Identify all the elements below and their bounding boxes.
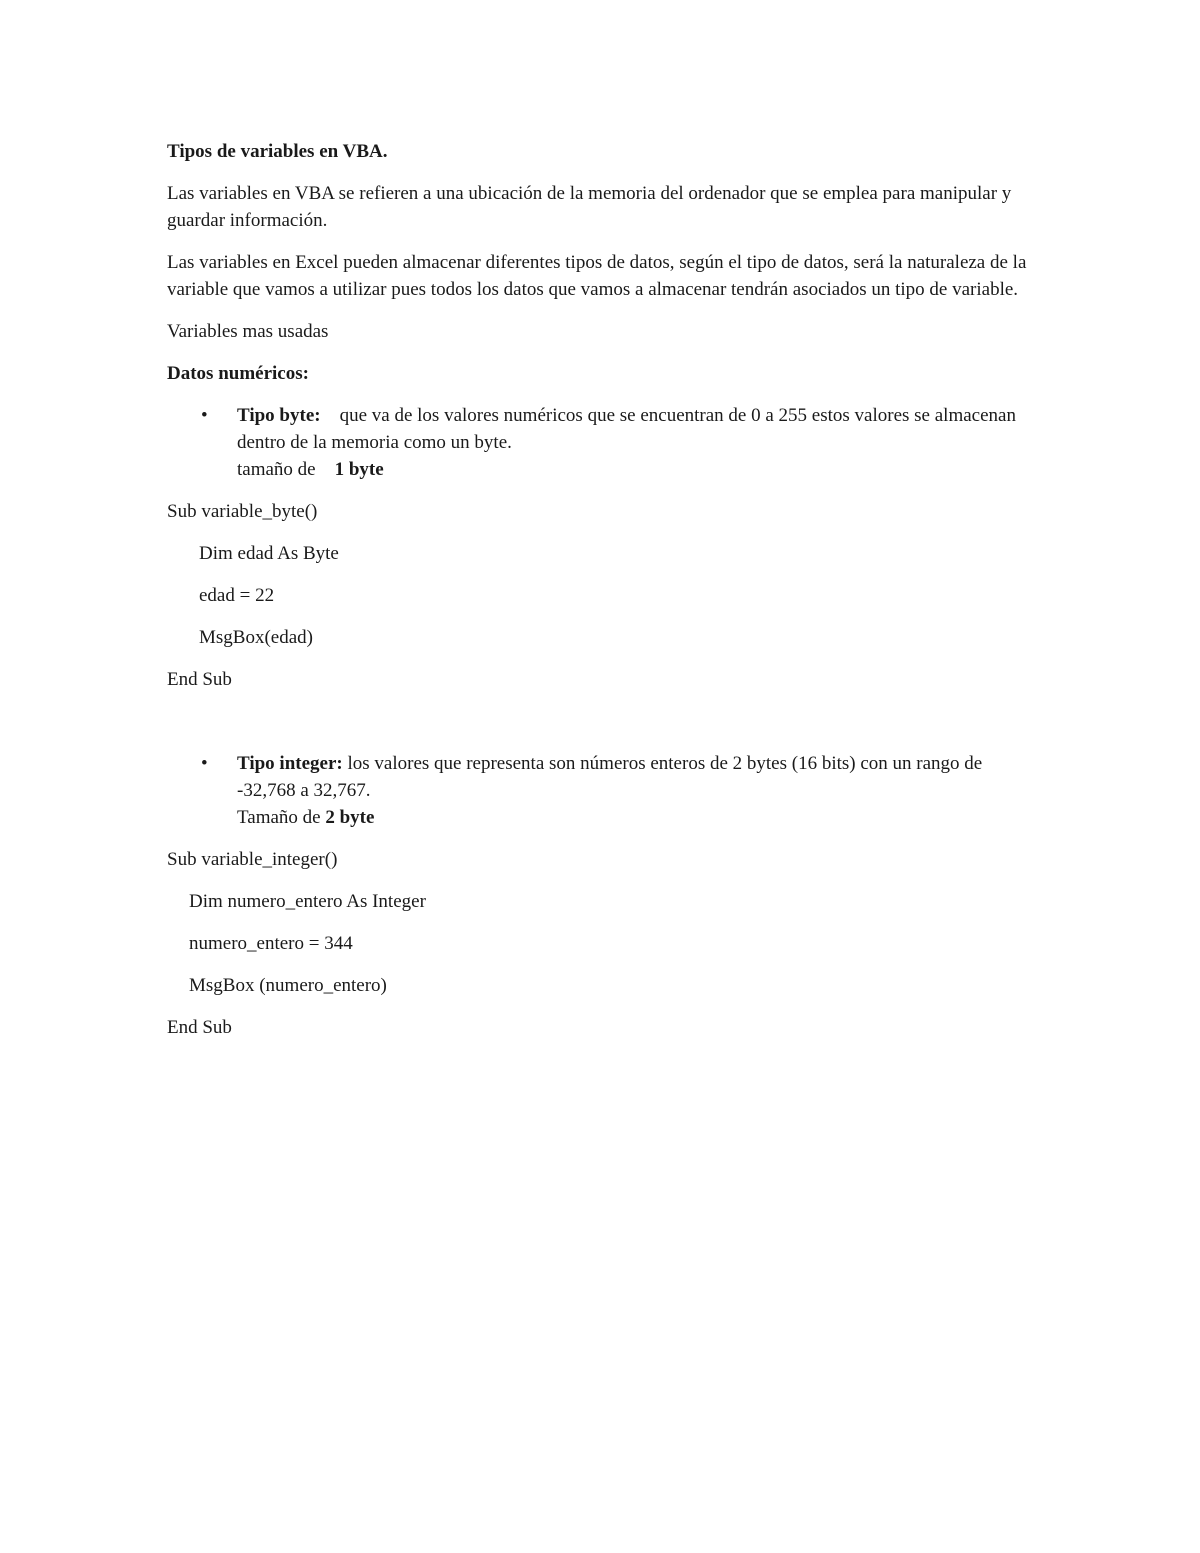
code-end-byte: End Sub [167,669,232,690]
code-dim-integer: Dim numero_entero As Integer [189,891,426,912]
code-msgbox-byte: MsgBox(edad) [199,627,313,648]
bullet-icon: • [201,753,208,774]
code-sub-integer: Sub variable_integer() [167,849,338,870]
code-assign-integer: numero_entero = 344 [189,933,353,954]
integer-type-label: Tipo integer: [237,753,343,774]
code-end-integer: End Sub [167,1017,232,1038]
integer-size-value: 2 byte [325,807,375,828]
byte-type-label: Tipo byte: [237,405,321,426]
section-spacer [167,708,1037,750]
intro-paragraph-2: Las variables en Excel pueden almacenar diferentes tipos de datos, según el tipo de datos, será la naturaleza de la variable que vamos a utilizar pues todos los datos que vamos a almacenar tendrán asociados un tipo de variable. [167,252,1027,300]
integer-type-description: los valores que representa son números enteros de 2 bytes (16 bits) con un rango de -32,768 a 32,767. [237,753,983,801]
byte-size-prefix: tamaño de [237,459,316,480]
intro-paragraph-1: Las variables en VBA se refieren a una ubicación de la memoria del ordenador que se emplea para manipular y guardar información. [167,183,1012,231]
bullet-icon: • [201,405,208,426]
integer-bullet-list [167,750,1037,831]
code-sub-byte: Sub variable_byte() [167,501,318,522]
integer-bullet-item [167,750,1037,831]
code-assign-byte: edad = 22 [199,585,275,606]
most-used-heading: Variables mas usadas [167,321,329,342]
byte-bullet-item [167,402,1037,483]
code-msgbox-integer: MsgBox (numero_entero) [189,975,387,996]
byte-type-description: que va de los valores numéricos que se encuentran de 0 a 255 estos valores se almacenan dentro de la memoria como un byte. [237,405,1016,453]
integer-size-prefix: Tamaño de [237,807,321,828]
document-page [167,138,1037,1056]
numeric-data-heading: Datos numéricos: [167,363,309,384]
byte-bullet-list [167,402,1037,483]
document-title: Tipos de variables en VBA. [167,141,388,162]
code-dim-byte: Dim edad As Byte [199,543,339,564]
byte-size-value: 1 byte [334,459,384,480]
